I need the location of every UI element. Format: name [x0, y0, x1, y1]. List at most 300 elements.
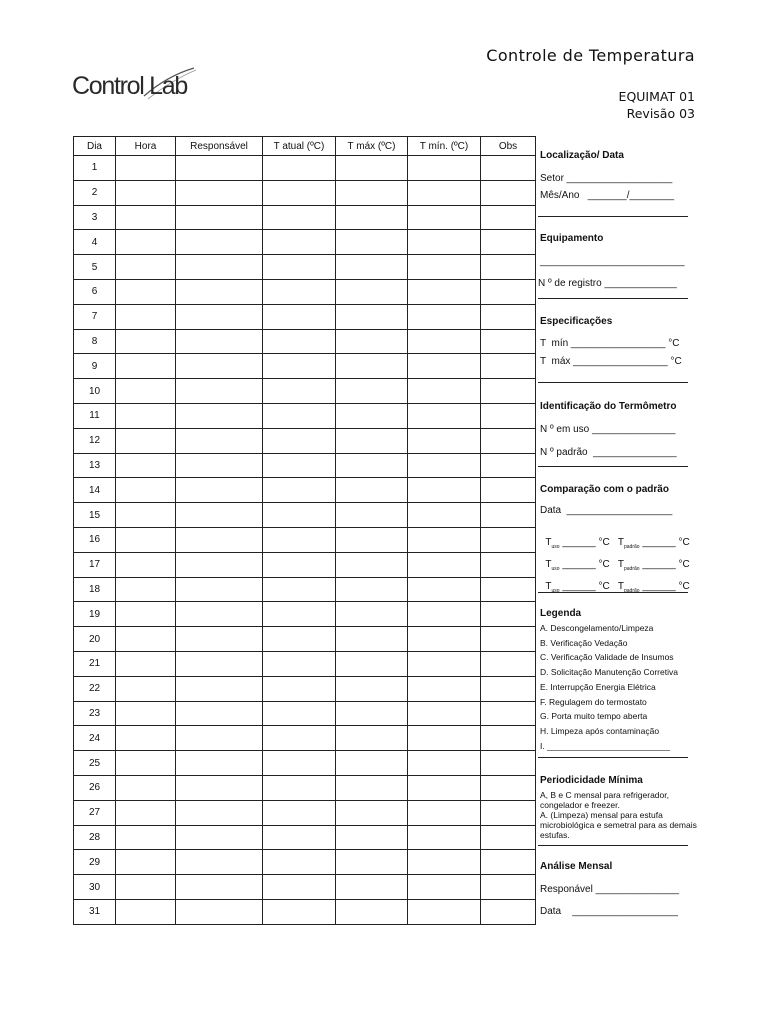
- cell-t-atual[interactable]: [263, 627, 336, 652]
- cell-obs[interactable]: [481, 676, 536, 701]
- cell-t-min[interactable]: [408, 478, 481, 503]
- cell-hora[interactable]: [116, 379, 176, 404]
- cell-t-max[interactable]: [336, 230, 408, 255]
- comparacao-data-field[interactable]: Data ___________________: [540, 505, 673, 516]
- table-row: [74, 627, 536, 652]
- cell-t-max[interactable]: [336, 329, 408, 354]
- table-header-row: [74, 137, 536, 156]
- cell-t-min[interactable]: [408, 354, 481, 379]
- cell-t-min[interactable]: [408, 503, 481, 528]
- cell-responsavel[interactable]: [176, 676, 263, 701]
- cell-dia: 3: [74, 205, 116, 230]
- cell-hora[interactable]: [116, 701, 176, 726]
- cell-obs[interactable]: [481, 751, 536, 776]
- cell-t-max[interactable]: [336, 676, 408, 701]
- cell-obs[interactable]: [481, 602, 536, 627]
- cell-dia: 16: [74, 527, 116, 552]
- cell-obs[interactable]: [481, 329, 536, 354]
- table-row: [74, 478, 536, 503]
- table-row: [74, 577, 536, 602]
- cell-dia: 15: [74, 503, 116, 528]
- cell-obs[interactable]: [481, 875, 536, 900]
- cell-t-max[interactable]: [336, 775, 408, 800]
- table-row: [74, 156, 536, 181]
- table-row: [74, 751, 536, 776]
- cell-hora[interactable]: [116, 279, 176, 304]
- uso-blank: ______: [559, 581, 599, 592]
- cell-dia: 11: [74, 403, 116, 428]
- cell-responsavel[interactable]: [176, 379, 263, 404]
- cell-dia: 14: [74, 478, 116, 503]
- legend-item: E. Interrupção Energia Elétrica: [540, 681, 656, 692]
- section-title-especificacoes: Especificações: [540, 316, 613, 327]
- cell-t-min[interactable]: [408, 701, 481, 726]
- cell-dia: 26: [74, 775, 116, 800]
- cell-hora[interactable]: [116, 180, 176, 205]
- legend-item: D. Solicitação Manutenção Corretiva: [540, 667, 678, 678]
- table-row: [74, 602, 536, 627]
- cell-responsavel[interactable]: [176, 825, 263, 850]
- cell-t-max[interactable]: [336, 428, 408, 453]
- section-title-comparacao: Comparação com o padrão: [540, 484, 669, 495]
- table-row: [74, 379, 536, 404]
- cell-obs[interactable]: [481, 726, 536, 751]
- table-row: [74, 527, 536, 552]
- cell-t-atual[interactable]: [263, 602, 336, 627]
- legend-item: C. Verificação Validade de Insumos: [540, 652, 674, 663]
- cell-t-max[interactable]: [336, 304, 408, 329]
- equipamento-field[interactable]: __________________________: [540, 256, 685, 267]
- cell-t-min[interactable]: [408, 751, 481, 776]
- cell-dia: 25: [74, 751, 116, 776]
- analise-data-field[interactable]: Data ___________________: [540, 906, 678, 917]
- cell-responsavel[interactable]: [176, 577, 263, 602]
- cell-obs[interactable]: [481, 800, 536, 825]
- page-title: Controle de Temperatura: [486, 46, 695, 65]
- cell-responsavel[interactable]: [176, 850, 263, 875]
- cell-obs[interactable]: [481, 577, 536, 602]
- cell-responsavel[interactable]: [176, 428, 263, 453]
- comparacao-row-2[interactable]: [540, 548, 690, 572]
- table-row: [74, 676, 536, 701]
- cell-responsavel[interactable]: [176, 403, 263, 428]
- cell-t-max[interactable]: [336, 453, 408, 478]
- cell-t-min[interactable]: [408, 428, 481, 453]
- cell-dia: 20: [74, 627, 116, 652]
- cell-hora[interactable]: [116, 354, 176, 379]
- cell-t-min[interactable]: [408, 403, 481, 428]
- cell-t-min[interactable]: [408, 552, 481, 577]
- cell-t-atual[interactable]: [263, 304, 336, 329]
- cell-t-atual[interactable]: [263, 255, 336, 280]
- cell-obs[interactable]: [481, 775, 536, 800]
- section-divider: [538, 466, 688, 467]
- cell-hora[interactable]: [116, 899, 176, 924]
- legend-item: H. Limpeza após contaminação: [540, 725, 660, 736]
- termometro-em-uso-field[interactable]: N º em uso _______________: [540, 424, 676, 435]
- cell-t-min[interactable]: [408, 800, 481, 825]
- cell-responsavel[interactable]: [176, 503, 263, 528]
- cell-obs[interactable]: [481, 453, 536, 478]
- cell-t-min[interactable]: [408, 156, 481, 181]
- cell-obs[interactable]: [481, 503, 536, 528]
- cell-t-atual[interactable]: [263, 875, 336, 900]
- cell-hora[interactable]: [116, 875, 176, 900]
- cell-obs[interactable]: [481, 701, 536, 726]
- cell-hora[interactable]: [116, 503, 176, 528]
- table-row: [74, 354, 536, 379]
- cell-t-atual[interactable]: [263, 354, 336, 379]
- unit-label: °C: [678, 537, 690, 548]
- comparacao-row-3[interactable]: [540, 570, 690, 594]
- cell-t-atual[interactable]: [263, 403, 336, 428]
- cell-responsavel[interactable]: [176, 205, 263, 230]
- cell-hora[interactable]: [116, 403, 176, 428]
- t-label: T: [545, 537, 552, 548]
- cell-t-min[interactable]: [408, 850, 481, 875]
- mes-ano-field[interactable]: Mês/Ano _______/________: [540, 190, 674, 201]
- analise-responsavel-field[interactable]: Responável _______________: [540, 884, 680, 895]
- cell-obs[interactable]: [481, 651, 536, 676]
- cell-responsavel[interactable]: [176, 726, 263, 751]
- table-row: [74, 503, 536, 528]
- cell-t-max[interactable]: [336, 527, 408, 552]
- cell-obs[interactable]: [481, 428, 536, 453]
- cell-obs[interactable]: [481, 825, 536, 850]
- cell-t-min[interactable]: [408, 379, 481, 404]
- control-lab-logo: [72, 66, 202, 106]
- cell-responsavel[interactable]: [176, 701, 263, 726]
- cell-t-min[interactable]: [408, 304, 481, 329]
- setor-field[interactable]: Setor ___________________: [540, 173, 673, 184]
- table-row: [74, 726, 536, 751]
- cell-t-atual[interactable]: [263, 478, 336, 503]
- padrao-subscript: padrão: [624, 544, 640, 550]
- cell-hora[interactable]: [116, 577, 176, 602]
- cell-t-max[interactable]: [336, 899, 408, 924]
- cell-responsavel[interactable]: [176, 304, 263, 329]
- cell-hora[interactable]: [116, 775, 176, 800]
- uso-subscript: uso: [551, 588, 560, 594]
- cell-hora[interactable]: [116, 751, 176, 776]
- cell-t-atual[interactable]: [263, 503, 336, 528]
- unit-label: °C: [598, 537, 610, 548]
- cell-dia: 12: [74, 428, 116, 453]
- cell-hora[interactable]: [116, 230, 176, 255]
- cell-dia: 29: [74, 850, 116, 875]
- cell-responsavel[interactable]: [176, 354, 263, 379]
- cell-responsavel[interactable]: [176, 751, 263, 776]
- cell-responsavel[interactable]: [176, 478, 263, 503]
- section-divider: [538, 382, 688, 383]
- cell-t-max[interactable]: [336, 875, 408, 900]
- cell-hora[interactable]: [116, 255, 176, 280]
- cell-t-atual[interactable]: [263, 676, 336, 701]
- cell-dia: 10: [74, 379, 116, 404]
- cell-t-min[interactable]: [408, 577, 481, 602]
- cell-responsavel[interactable]: [176, 775, 263, 800]
- cell-hora[interactable]: [116, 453, 176, 478]
- cell-t-min[interactable]: [408, 651, 481, 676]
- cell-responsavel[interactable]: [176, 800, 263, 825]
- cell-t-atual[interactable]: [263, 552, 336, 577]
- termometro-padrao-field[interactable]: N º padrão _______________: [540, 447, 677, 458]
- cell-hora[interactable]: [116, 329, 176, 354]
- uso-subscript: uso: [551, 566, 560, 572]
- table-row: [74, 180, 536, 205]
- table-row: [74, 329, 536, 354]
- cell-t-min[interactable]: [408, 205, 481, 230]
- cell-hora[interactable]: [116, 800, 176, 825]
- unit-label: °C: [678, 559, 690, 570]
- table-row: [74, 875, 536, 900]
- cell-dia: 31: [74, 899, 116, 924]
- cell-dia: 30: [74, 875, 116, 900]
- section-title-analise: Análise Mensal: [540, 861, 613, 872]
- cell-hora[interactable]: [116, 478, 176, 503]
- cell-responsavel[interactable]: [176, 527, 263, 552]
- cell-obs[interactable]: [481, 230, 536, 255]
- t-label: T: [617, 559, 624, 570]
- cell-t-max[interactable]: [336, 726, 408, 751]
- cell-responsavel[interactable]: [176, 230, 263, 255]
- comparacao-row-1[interactable]: [540, 526, 690, 550]
- cell-t-atual[interactable]: [263, 726, 336, 751]
- table-row: [74, 279, 536, 304]
- section-title-periodicidade: Periodicidade Mínima: [540, 775, 643, 786]
- cell-t-min[interactable]: [408, 899, 481, 924]
- section-divider: [538, 592, 688, 593]
- periodicidade-text-1: A, B e C mensal para refrigerador, congelador e freezer.: [540, 790, 669, 810]
- unit-label: °C: [598, 581, 610, 592]
- uso-blank: ______: [559, 537, 599, 548]
- cell-t-max[interactable]: [336, 156, 408, 181]
- cell-obs[interactable]: [481, 255, 536, 280]
- cell-t-atual[interactable]: [263, 825, 336, 850]
- cell-dia: 13: [74, 453, 116, 478]
- document-code: [619, 88, 695, 122]
- cell-t-max[interactable]: [336, 255, 408, 280]
- table-row: [74, 230, 536, 255]
- cell-hora[interactable]: [116, 676, 176, 701]
- cell-obs[interactable]: [481, 304, 536, 329]
- cell-t-max[interactable]: [336, 751, 408, 776]
- cell-t-atual[interactable]: [263, 899, 336, 924]
- cell-responsavel[interactable]: [176, 602, 263, 627]
- cell-t-min[interactable]: [408, 453, 481, 478]
- cell-t-min[interactable]: [408, 726, 481, 751]
- cell-hora[interactable]: [116, 527, 176, 552]
- periodicidade-text-2: A. (Limpeza) mensal para estufa microbiológica e semetral para as demais estufas.: [540, 810, 697, 840]
- cell-obs[interactable]: [481, 156, 536, 181]
- cell-hora[interactable]: [116, 627, 176, 652]
- cell-t-max[interactable]: [336, 825, 408, 850]
- t-max-field[interactable]: T máx _________________ °C: [540, 356, 682, 367]
- column-header-t-atual: T atual (ºC): [263, 137, 336, 156]
- uso-subscript: uso: [551, 544, 560, 550]
- cell-hora[interactable]: [116, 428, 176, 453]
- cell-t-min[interactable]: [408, 180, 481, 205]
- cell-t-min[interactable]: [408, 875, 481, 900]
- cell-hora[interactable]: [116, 602, 176, 627]
- cell-responsavel[interactable]: [176, 279, 263, 304]
- cell-responsavel[interactable]: [176, 552, 263, 577]
- cell-obs[interactable]: [481, 527, 536, 552]
- table-row: [74, 701, 536, 726]
- cell-t-atual[interactable]: [263, 800, 336, 825]
- table-row: [74, 552, 536, 577]
- cell-obs[interactable]: [481, 354, 536, 379]
- table-row: [74, 825, 536, 850]
- table-row: [74, 453, 536, 478]
- cell-dia: 2: [74, 180, 116, 205]
- cell-t-atual[interactable]: [263, 751, 336, 776]
- cell-t-max[interactable]: [336, 354, 408, 379]
- cell-responsavel[interactable]: [176, 627, 263, 652]
- table-row: [74, 775, 536, 800]
- unit-label: °C: [678, 581, 690, 592]
- column-header-responsavel: Responsável: [176, 137, 263, 156]
- cell-t-max[interactable]: [336, 627, 408, 652]
- cell-t-min[interactable]: [408, 775, 481, 800]
- cell-t-atual[interactable]: [263, 379, 336, 404]
- cell-obs[interactable]: [481, 403, 536, 428]
- cell-t-atual[interactable]: [263, 527, 336, 552]
- cell-dia: 4: [74, 230, 116, 255]
- cell-dia: 17: [74, 552, 116, 577]
- cell-responsavel[interactable]: [176, 255, 263, 280]
- cell-t-atual[interactable]: [263, 156, 336, 181]
- cell-t-max[interactable]: [336, 651, 408, 676]
- cell-t-max[interactable]: [336, 503, 408, 528]
- cell-t-max[interactable]: [336, 403, 408, 428]
- legend-item: G. Porta muito tempo aberta: [540, 711, 648, 722]
- cell-t-atual[interactable]: [263, 230, 336, 255]
- cell-t-max[interactable]: [336, 552, 408, 577]
- cell-t-atual[interactable]: [263, 453, 336, 478]
- t-label: T: [545, 559, 552, 570]
- cell-dia: 22: [74, 676, 116, 701]
- cell-responsavel[interactable]: [176, 875, 263, 900]
- cell-t-max[interactable]: [336, 205, 408, 230]
- cell-responsavel[interactable]: [176, 651, 263, 676]
- cell-responsavel[interactable]: [176, 899, 263, 924]
- cell-dia: 27: [74, 800, 116, 825]
- cell-t-atual[interactable]: [263, 775, 336, 800]
- column-header-obs: Obs: [481, 137, 536, 156]
- column-header-t-max: T máx (ºC): [336, 137, 408, 156]
- cell-dia: 8: [74, 329, 116, 354]
- section-divider: [538, 845, 688, 846]
- cell-obs[interactable]: [481, 850, 536, 875]
- cell-t-min[interactable]: [408, 329, 481, 354]
- section-title-legenda: Legenda: [540, 608, 582, 619]
- cell-t-atual[interactable]: [263, 205, 336, 230]
- cell-t-max[interactable]: [336, 279, 408, 304]
- section-divider: [538, 757, 688, 758]
- cell-t-atual[interactable]: [263, 651, 336, 676]
- cell-hora[interactable]: [116, 825, 176, 850]
- cell-t-atual[interactable]: [263, 279, 336, 304]
- padrao-subscript: padrão: [624, 566, 640, 572]
- cell-t-max[interactable]: [336, 180, 408, 205]
- cell-dia: 24: [74, 726, 116, 751]
- legend-item: F. Regulagem do termostato: [540, 696, 647, 707]
- cell-obs[interactable]: [481, 379, 536, 404]
- section-title-equipamento: Equipamento: [540, 233, 604, 244]
- cell-t-min[interactable]: [408, 279, 481, 304]
- cell-responsavel[interactable]: [176, 329, 263, 354]
- legend-item[interactable]: I. __________________________: [540, 740, 670, 751]
- cell-t-min[interactable]: [408, 527, 481, 552]
- cell-dia: 9: [74, 354, 116, 379]
- cell-t-atual[interactable]: [263, 577, 336, 602]
- cell-dia: 18: [74, 577, 116, 602]
- cell-t-min[interactable]: [408, 602, 481, 627]
- cell-t-max[interactable]: [336, 800, 408, 825]
- cell-obs[interactable]: [481, 205, 536, 230]
- cell-hora[interactable]: [116, 304, 176, 329]
- document-revision: Revisão 03: [626, 106, 695, 121]
- cell-responsavel[interactable]: [176, 180, 263, 205]
- cell-t-atual[interactable]: [263, 701, 336, 726]
- cell-t-max[interactable]: [336, 379, 408, 404]
- cell-dia: 21: [74, 651, 116, 676]
- cell-obs[interactable]: [481, 279, 536, 304]
- padrao-subscript: padrão: [624, 588, 640, 594]
- cell-obs[interactable]: [481, 627, 536, 652]
- cell-t-max[interactable]: [336, 701, 408, 726]
- cell-t-max[interactable]: [336, 602, 408, 627]
- t-min-field[interactable]: T mín _________________ °C: [540, 338, 680, 349]
- cell-hora[interactable]: [116, 651, 176, 676]
- cell-t-max[interactable]: [336, 478, 408, 503]
- cell-dia: 7: [74, 304, 116, 329]
- cell-obs[interactable]: [481, 180, 536, 205]
- cell-t-atual[interactable]: [263, 329, 336, 354]
- legend-item: B. Verificação Vedação: [540, 637, 628, 648]
- cell-t-atual[interactable]: [263, 180, 336, 205]
- cell-hora[interactable]: [116, 726, 176, 751]
- registro-field[interactable]: N º de registro _____________: [538, 278, 677, 289]
- table-row: [74, 304, 536, 329]
- cell-hora[interactable]: [116, 205, 176, 230]
- cell-responsavel[interactable]: [176, 453, 263, 478]
- cell-hora[interactable]: [116, 156, 176, 181]
- t-label: T: [545, 581, 552, 592]
- cell-obs[interactable]: [481, 478, 536, 503]
- cell-t-min[interactable]: [408, 825, 481, 850]
- cell-hora[interactable]: [116, 552, 176, 577]
- cell-obs[interactable]: [481, 899, 536, 924]
- cell-t-max[interactable]: [336, 850, 408, 875]
- cell-t-atual[interactable]: [263, 850, 336, 875]
- cell-obs[interactable]: [481, 552, 536, 577]
- cell-responsavel[interactable]: [176, 156, 263, 181]
- cell-t-atual[interactable]: [263, 428, 336, 453]
- cell-t-min[interactable]: [408, 255, 481, 280]
- cell-dia: 28: [74, 825, 116, 850]
- legend-item: A. Descongelamento/Limpeza: [540, 623, 654, 633]
- table-row: [74, 800, 536, 825]
- column-header-dia: Dia: [74, 137, 116, 156]
- cell-t-min[interactable]: [408, 676, 481, 701]
- column-header-t-min: T mín. (ºC): [408, 137, 481, 156]
- cell-t-max[interactable]: [336, 577, 408, 602]
- cell-t-min[interactable]: [408, 627, 481, 652]
- cell-t-min[interactable]: [408, 230, 481, 255]
- cell-hora[interactable]: [116, 850, 176, 875]
